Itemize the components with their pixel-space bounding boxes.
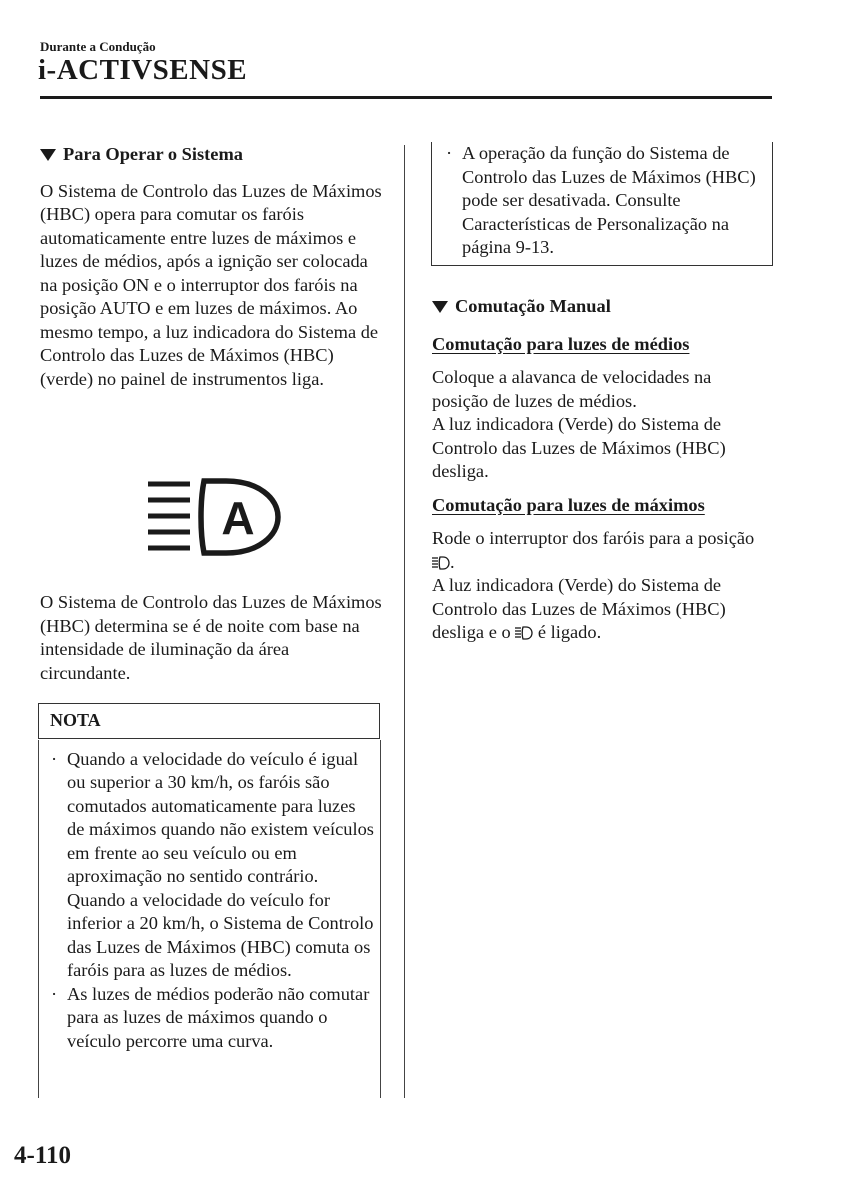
triangle-marker-icon [432,301,448,313]
paragraph-night-detection: O Sistema de Controlo das Luzes de Máximos (HBC) determina se é de noite com base na intensidade de iluminação da área circundante. [40,592,382,683]
title-rule [40,96,772,99]
paragraph-low-beam-1: Coloque a alavanca de velocidades na posição de luzes de médios. [432,367,712,411]
left-column-lower [40,591,384,685]
nota-continued-box [431,142,773,266]
list-item: · As luzes de médios poderão não comutar para as luzes de máximos quando o veículo percorre uma curva. [51,983,370,1051]
right-column [432,295,772,645]
column-divider [404,145,405,1098]
section-label: Durante a Condução [40,39,156,54]
paragraph-high-beam-1: Rode o interruptor dos faróis para a posição . [432,528,755,572]
triangle-marker-icon [40,149,56,161]
svg-text:A: A [221,492,255,544]
paragraph-high-beam-2: A luz indicadora (Verde) do Sistema de Controlo das Luzes de Máximos (HBC) desliga e o é ligado. [432,575,726,642]
page-number: 4-110 [14,1142,71,1169]
high-beam-icon [515,626,533,640]
auto-high-beam-icon [146,476,286,558]
nota-right-border [380,740,381,1098]
nota-box [38,703,380,1053]
subheading-high-beam: Comutação para luzes de máximos [432,494,705,515]
subheading-low-beam: Comutação para luzes de médios [432,333,690,354]
high-beam-icon [432,556,450,570]
nota-list [38,739,380,1054]
page-title: i-ACTIVSENSE [38,54,248,86]
list-item: · Quando a velocidade do veículo é igual ou superior a 30 km/h, os faróis são comutados automaticamente para luzes de máximos quando não existem veículos em frente ao seu veículo ou em aproximação no sentido contrário. [51,748,374,886]
heading-operar: Para Operar o Sistema [40,143,384,167]
heading-comutacao: Comutação Manual [432,295,772,319]
nota-title: NOTA [38,704,380,739]
list-item: · A operação da função do Sistema de Controlo das Luzes de Máximos (HBC) pode ser desativada. Consulte Características de Personalização na página 9-13. [446,143,756,257]
left-column [40,143,384,391]
paragraph-low-beam-2: A luz indicadora (Verde) do Sistema de Controlo das Luzes de Máximos (HBC) desliga. [432,414,726,481]
list-item: Quando a velocidade do veículo for inferior a 20 km/h, o Sistema de Controlo das Luzes de Máximos (HBC) comuta os faróis para as luzes de médios. [67,889,374,980]
paragraph-operation: O Sistema de Controlo das Luzes de Máximos (HBC) opera para comutar os faróis automaticamente entre luzes de máximos e luzes de médios, após a ignição ser colocada na posição ON e o interruptor dos faróis na posição AUTO e em luzes de máximos. Ao mesmo tempo, a luz indicadora do Sistema de Controlo das Luzes de Máximos (HBC) (verde) no painel de instrumentos liga. [40,180,382,389]
